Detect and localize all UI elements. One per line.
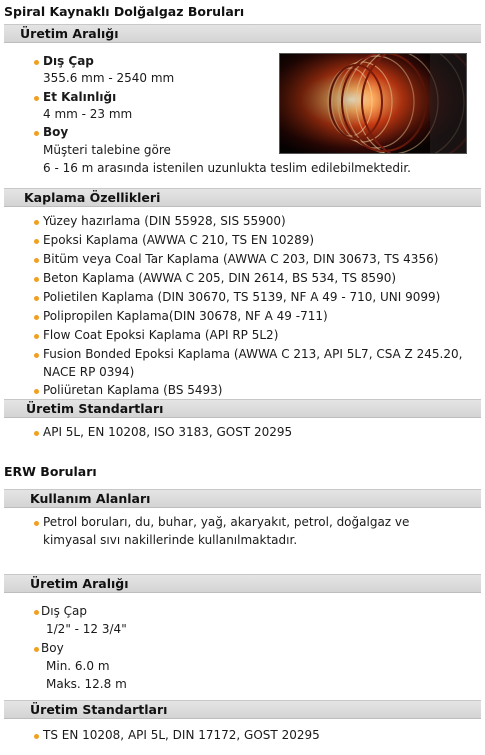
bullet-icon: [34, 647, 39, 652]
kullanim-line-1: Petrol boruları, du, buhar, yağ, akaryakıt, petrol, doğalgaz ve: [43, 515, 410, 529]
standart-item: API 5L, EN 10208, ISO 3183, GOST 20295: [43, 425, 293, 439]
bullet-icon: [34, 334, 39, 339]
bullet-icon: [34, 96, 39, 101]
dis-cap-label: Dış Çap: [43, 54, 94, 68]
section-header-uretim-standartlari: [4, 399, 481, 418]
kaplama-item: Flow Coat Epoksi Kaplama (API RP 5L2): [43, 328, 279, 342]
boy-line-2: 6 - 16 m arasında istenilen uzunlukta teslim edilebilmektedir.: [43, 161, 411, 175]
kaplama-item: Polietilen Kaplama (DIN 30670, TS 5139, NF A 49 - 710, UNI 9099): [43, 290, 441, 304]
bullet-icon: [34, 521, 39, 526]
kaplama-item: Poliüretan Kaplama (BS 5493): [43, 383, 223, 397]
erw-boy-label: Boy: [41, 641, 64, 655]
erw-title: ERW Boruları: [4, 464, 97, 479]
section-header-label: Kaplama Özellikleri: [24, 190, 161, 205]
et-kalinligi-label: Et Kalınlığı: [43, 90, 117, 104]
section-header-label: Üretim Standartları: [30, 702, 168, 717]
boy-line-1: Müşteri talebine göre: [43, 143, 171, 157]
bullet-icon: [34, 131, 39, 136]
dis-cap-value: 355.6 mm - 2540 mm: [43, 71, 175, 85]
kaplama-item: Bitüm veya Coal Tar Kaplama (AWWA C 203, DIN 30673, TS 4356): [43, 252, 439, 266]
bullet-icon: [34, 296, 39, 301]
bullet-icon: [34, 389, 39, 394]
section-header-erw-standartlari: [4, 700, 481, 719]
erw-dis-cap-value: 1/2" - 12 3/4": [46, 622, 127, 636]
bullet-icon: [34, 277, 39, 282]
kullanim-line-2: kimyasal sıvı nakillerinde kullanılmaktadır.: [43, 533, 298, 547]
section-header-uretim-araligi: [4, 24, 481, 43]
section-header-kaplama: [4, 188, 481, 207]
erw-boy-min: Min. 6.0 m: [46, 659, 110, 673]
bullet-icon: [34, 353, 39, 358]
kaplama-item: Yüzey hazırlama (DIN 55928, SIS 55900): [43, 214, 286, 228]
kaplama-item: Polipropilen Kaplama(DIN 30678, NF A 49 -711): [43, 309, 328, 323]
bullet-icon: [34, 431, 39, 436]
section-header-label: Üretim Standartları: [26, 401, 164, 416]
section-header-kullanim-alanlari: [4, 489, 481, 508]
erw-dis-cap-label: Dış Çap: [41, 604, 87, 618]
bullet-icon: [34, 610, 39, 615]
boy-label: Boy: [43, 125, 69, 139]
section-header-label: Üretim Aralığı: [20, 26, 119, 41]
kaplama-item-continuation: NACE RP 0394): [43, 365, 135, 379]
et-kalinligi-value: 4 mm - 23 mm: [43, 107, 133, 121]
section-header-label: Üretim Aralığı: [30, 576, 129, 591]
bullet-icon: [34, 239, 39, 244]
bullet-icon: [34, 220, 39, 225]
bullet-icon: [34, 60, 39, 65]
bullet-icon: [34, 734, 39, 739]
erw-boy-max: Maks. 12.8 m: [46, 677, 127, 691]
section-header-erw-uretim-araligi: [4, 574, 481, 593]
bullet-icon: [34, 258, 39, 263]
bullet-icon: [34, 315, 39, 320]
kaplama-item: Beton Kaplama (AWWA C 205, DIN 2614, BS 534, TS 8590): [43, 271, 397, 285]
pipe-welding-photo: [279, 53, 467, 154]
erw-standart-item: TS EN 10208, API 5L, DIN 17172, GOST 20295: [43, 728, 320, 742]
kaplama-item: Fusion Bonded Epoksi Kaplama (AWWA C 213, API 5L7, CSA Z 245.20,: [43, 347, 463, 361]
section-header-label: Kullanım Alanları: [30, 491, 151, 506]
kaplama-item: Epoksi Kaplama (AWWA C 210, TS EN 10289): [43, 233, 315, 247]
page-title: Spiral Kaynaklı Dolğalgaz Boruları: [4, 4, 245, 19]
